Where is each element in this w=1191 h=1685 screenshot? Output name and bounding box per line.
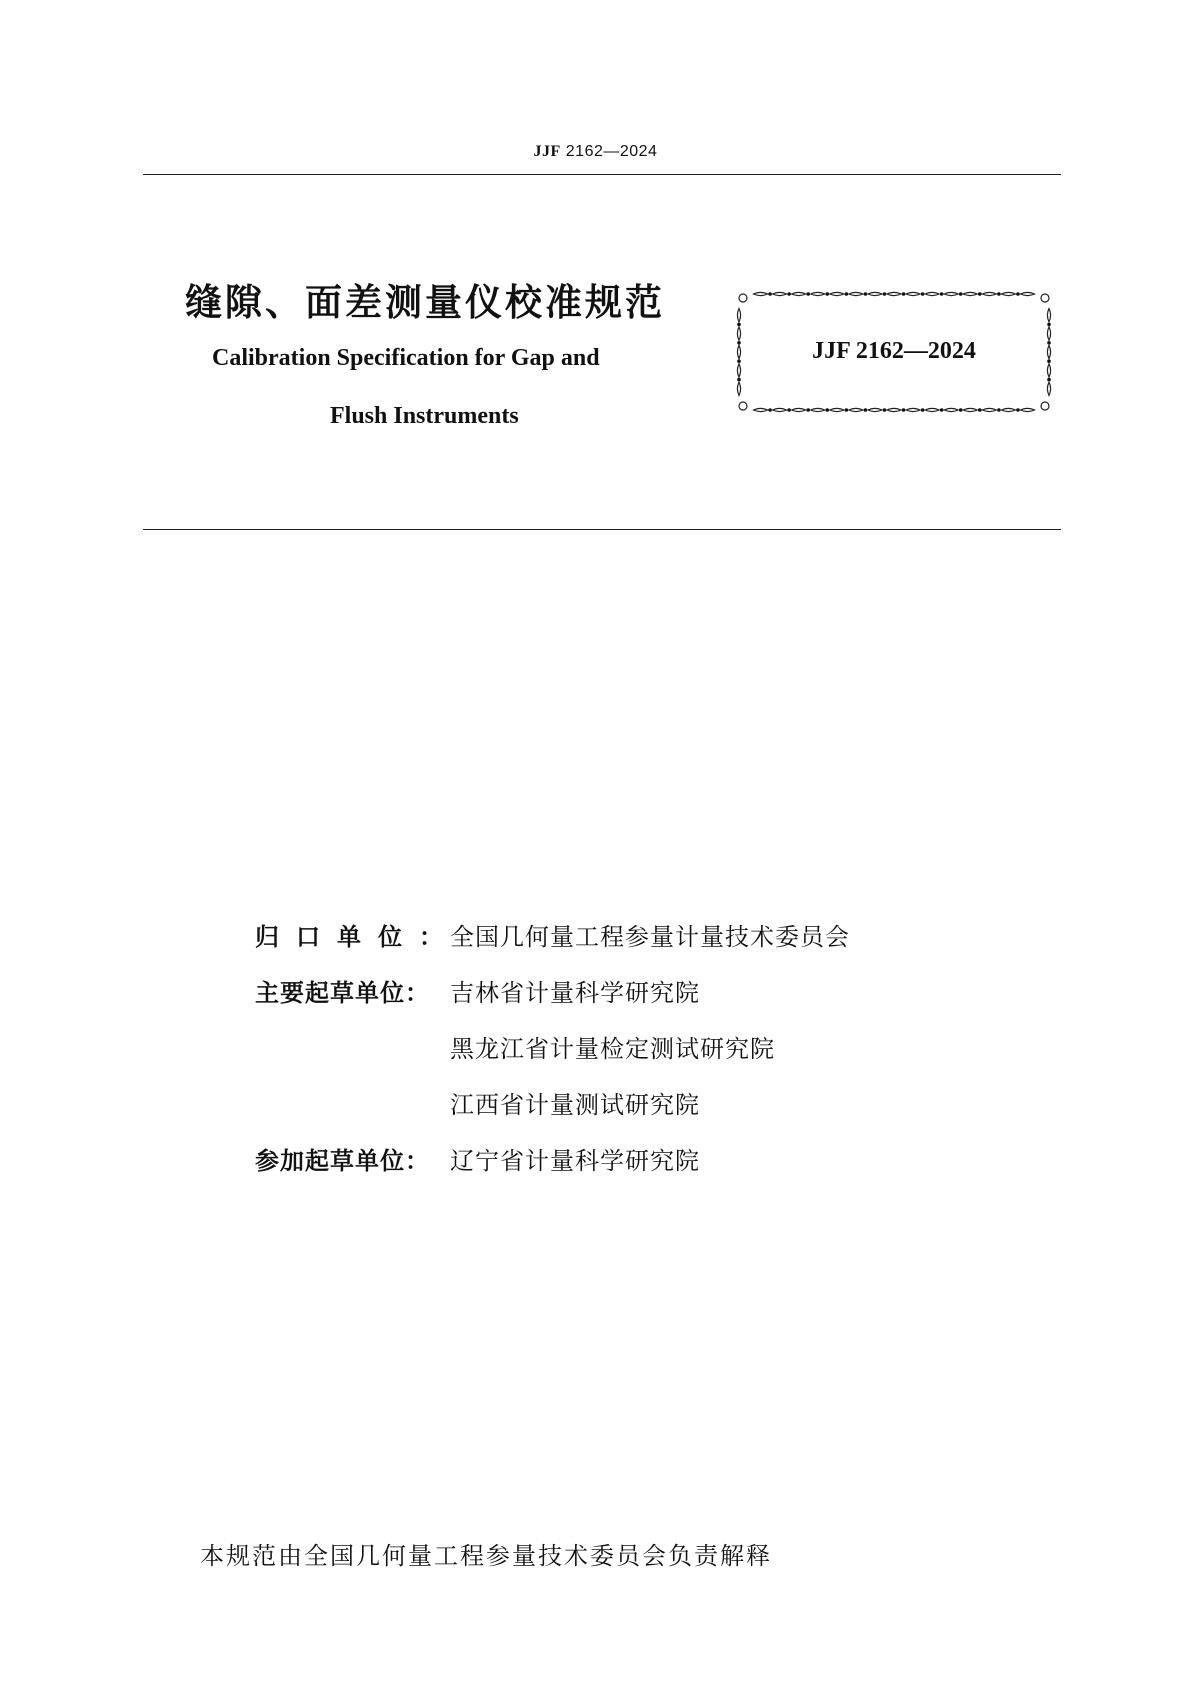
main-drafting-value-2: 黑龙江省计量检定测试研究院 (450, 1035, 775, 1063)
top-divider (143, 174, 1061, 175)
footer-interpretation-note: 本规范由全国几何量工程参量技术委员会负责解释 (200, 1542, 772, 1570)
centralized-unit-row (255, 917, 850, 952)
participating-drafting-row (255, 1141, 700, 1176)
code-box-text: JJF 2162—2024 (812, 338, 976, 364)
centralized-unit-label: 归口单位： (255, 923, 460, 951)
main-drafting-value-3: 江西省计量测试研究院 (450, 1091, 700, 1119)
header-code-prefix: JJF (533, 143, 561, 160)
participating-drafting-value: 辽宁省计量科学研究院 (450, 1147, 700, 1175)
header-standard-code (0, 143, 1191, 161)
title-chinese: 缝隙、面差测量仪校准规范 (185, 281, 665, 324)
main-drafting-label: 主要起草单位： (255, 979, 430, 1007)
main-drafting-value-1: 吉林省计量科学研究院 (450, 979, 700, 1007)
header-code-number: 2162—2024 (565, 143, 658, 160)
standard-code-box (733, 288, 1055, 416)
middle-divider (143, 529, 1061, 530)
title-english-line1: Calibration Specification for Gap and (212, 345, 600, 371)
title-english-line2: Flush Instruments (330, 403, 519, 429)
participating-drafting-label: 参加起草单位： (255, 1147, 430, 1175)
centralized-unit-value: 全国几何量工程参量计量技术委员会 (450, 923, 850, 951)
main-drafting-row (255, 973, 700, 1008)
